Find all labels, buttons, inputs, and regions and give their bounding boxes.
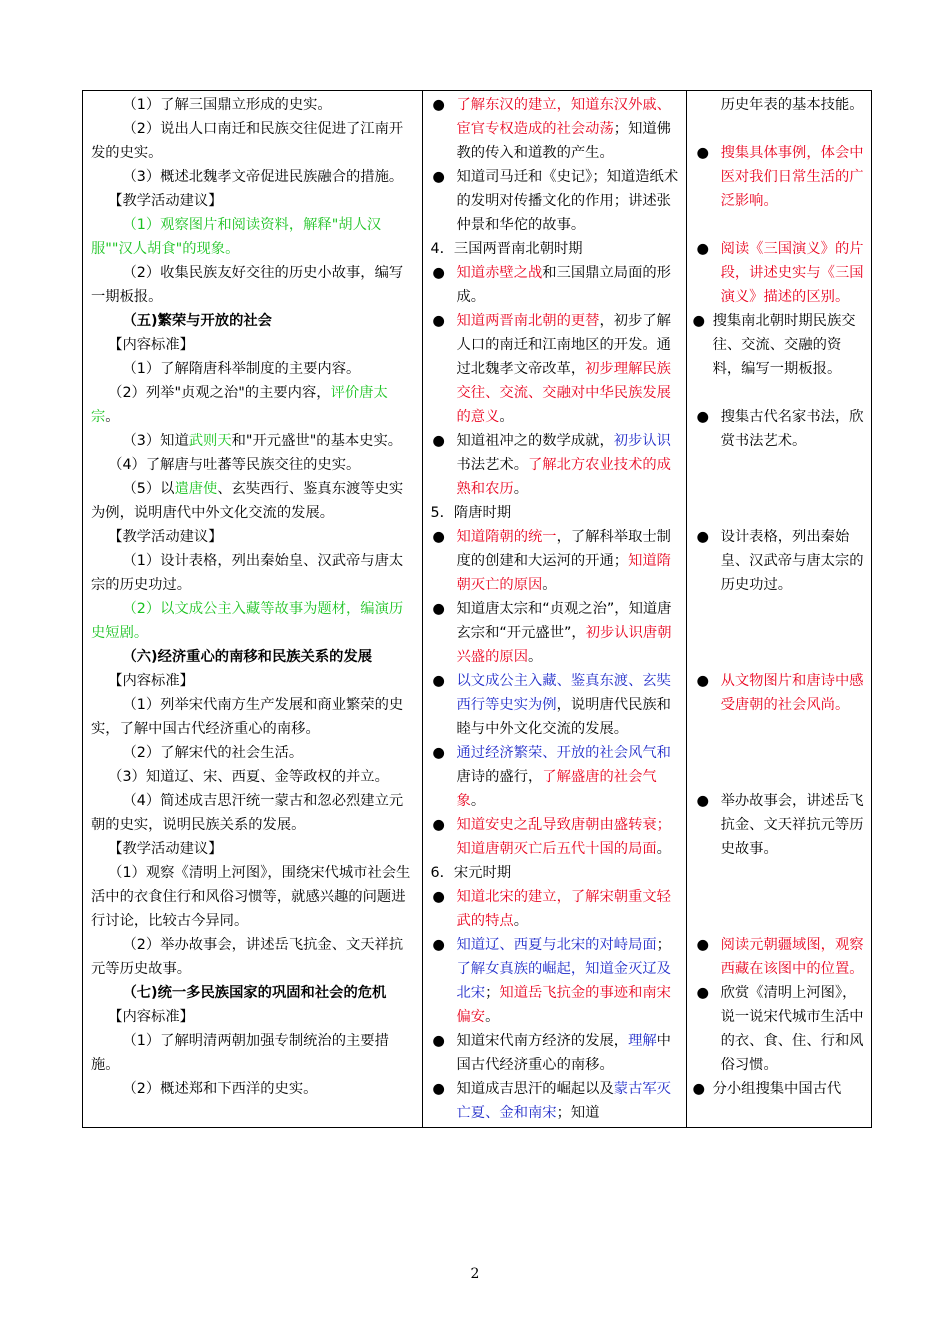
bullet-icon: ● — [432, 313, 445, 329]
section-subheading: 【教学活动建议】 — [108, 841, 223, 857]
list-item: ● 知道宋代南方经济的发展，理解中国古代经济重心的南移。 — [431, 1029, 680, 1077]
list-item: ● 知道安史之乱导致唐朝由盛转衰；知道唐朝灭亡后五代十国的局面。 — [431, 813, 680, 861]
standard-item: （2）说出人口南迁和民族交往促进了江南开发的史实。 — [91, 121, 404, 161]
bullet-icon: ● — [696, 409, 710, 425]
bullet-icon: ● — [696, 241, 710, 257]
bullet-icon: ● — [432, 1033, 445, 1049]
list-item: ● 了解东汉的建立，知道东汉外戚、宦官专权造成的社会动荡；知道佛教的传入和道教的产生。 — [431, 93, 680, 165]
section-subheading: 【内容标准】 — [108, 673, 194, 689]
content-standards-column — [83, 91, 423, 1128]
list-item: ● 从文物图片和唐诗中感受唐朝的社会风尚。 — [695, 669, 865, 717]
section-heading: （五)繁荣与开放的社会 — [122, 313, 272, 329]
bullet-icon: ● — [432, 169, 445, 185]
section-subheading: 【教学活动建议】 — [108, 529, 223, 545]
standard-item: （1）了解三国鼎立形成的史实。 — [122, 97, 332, 113]
bullet-icon: ● — [432, 745, 445, 761]
section-subheading: 【教学活动建议】 — [108, 193, 223, 209]
standard-item: （3）知道武则天和"开元盛世"的基本史实。 — [122, 433, 403, 449]
bullet-icon: ● — [432, 889, 445, 905]
table-row — [83, 91, 872, 1128]
list-item: ● 搜集具体事例，体会中医对我们日常生活的广泛影响。 — [695, 141, 865, 213]
bullet-icon: ● — [696, 145, 710, 161]
list-item: ● 分小组搜集中国古代 — [695, 1077, 865, 1101]
activity-item: （2）以文成公主入藏等故事为题材，编演历史短剧。 — [91, 601, 404, 641]
list-item: ● 举办故事会，讲述岳飞抗金、文天祥抗元等历史故事。 — [695, 789, 865, 861]
activity-item: （1）观察《清明上河图》，围绕宋代城市社会生活中的衣食住行和风俗习惯等，就感兴趣的问题进行讨论，比较古今异同。 — [91, 865, 411, 929]
period-heading: 5．隋唐时期 — [430, 505, 512, 521]
section-subheading: 【内容标准】 — [108, 337, 194, 353]
list-item: ● 阅读元朝疆域图，观察西藏在该图中的位置。 — [695, 933, 865, 981]
standard-item: （3）概述北魏孝文帝促进民族融合的措施。 — [122, 169, 404, 185]
list-item: ● 知道司马迁和《史记》；知道造纸术的发明对传播文化的作用；讲述张仲景和华佗的故事。 — [431, 165, 680, 237]
section-heading: （七)统一多民族国家的巩固和社会的危机 — [122, 985, 387, 1001]
bullet-icon: ● — [432, 97, 445, 113]
list-item: ● 以文成公主入藏、鉴真东渡、玄奘西行等史实为例，说明唐代民族和睦与中外文化交流的发展。 — [431, 669, 680, 741]
standard-item: （1）列举宋代南方生产发展和商业繁荣的史实，了解中国古代经济重心的南移。 — [91, 697, 404, 737]
bullet-icon: ● — [432, 937, 445, 953]
list-item: 历史年表的基本技能。 — [720, 97, 864, 113]
list-item: ● 设计表格，列出秦始皇、汉武帝与唐太宗的历史功过。 — [695, 525, 865, 597]
bullet-icon: ● — [432, 265, 445, 281]
list-item: ● 搜集南北朝时期民族交往、交流、交融的资料，编写一期板报。 — [695, 309, 865, 381]
bullet-icon: ● — [432, 817, 445, 833]
activity-suggestions-column — [686, 91, 871, 1128]
list-item: ● 阅读《三国演义》的片段，讲述史实与《三国演义》描述的区别。 — [695, 237, 865, 309]
list-item: ● 知道两晋南北朝的更替，初步了解人口的南迁和江南地区的开发。通过北魏孝文帝改革，初步理解民族交往、交流、交融对中华民族发展的意义。 — [431, 309, 680, 429]
period-heading: 4．三国两晋南北朝时期 — [430, 241, 583, 257]
standard-item: （5）以遣唐使、玄奘西行、鉴真东渡等史实为例，说明唐代中外文化交流的发展。 — [91, 481, 404, 521]
list-item: ● 知道辽、西夏与北宋的对峙局面；了解女真族的崛起，知道金灭辽及北宋；知道岳飞抗金的事迹和南宋偏安。 — [431, 933, 680, 1029]
standard-item: （2）概述郑和下西洋的史实。 — [122, 1081, 318, 1097]
bullet-icon: ● — [696, 985, 710, 1001]
bullet-icon: ● — [432, 1081, 445, 1097]
bullet-icon: ● — [692, 313, 706, 329]
learning-requirements-column — [422, 91, 686, 1128]
bullet-icon: ● — [432, 529, 445, 545]
standard-item: （3）知道辽、宋、西夏、金等政权的并立。 — [108, 769, 389, 785]
list-item: ● 知道祖冲之的数学成就，初步认识书法艺术。了解北方农业技术的成熟和农历。 — [431, 429, 680, 501]
bullet-icon: ● — [696, 529, 710, 545]
standard-item: （4）了解唐与吐蕃等民族交往的史实。 — [108, 457, 361, 473]
list-item: ● 知道唐太宗和“贞观之治”，知道唐玄宗和“开元盛世”，初步认识唐朝兴盛的原因。 — [431, 597, 680, 669]
activity-item: （1）设计表格，列出秦始皇、汉武帝与唐太宗的历史功过。 — [91, 553, 404, 593]
page-number: 2 — [470, 1266, 480, 1282]
period-heading: 6．宋元时期 — [430, 865, 512, 881]
standard-item: （2）列举"贞观之治"的主要内容，评价唐太宗。 — [91, 385, 388, 425]
section-heading: （六)经济重心的南移和民族关系的发展 — [122, 649, 373, 665]
section-subheading: 【内容标准】 — [108, 1009, 194, 1025]
bullet-icon: ● — [696, 793, 710, 809]
activity-item: （1）观察图片和阅读资料，解释"胡人汉服""汉人胡食"的现象。 — [91, 217, 382, 257]
standard-item: （4）简述成吉思汗统一蒙古和忽必烈建立元朝的史实，说明民族关系的发展。 — [91, 793, 404, 833]
standard-item: （2）了解宋代的社会生活。 — [122, 745, 304, 761]
bullet-icon: ● — [696, 673, 710, 689]
list-item: ● 知道隋朝的统一，了解科举取士制度的创建和大运河的开通；知道隋朝灭亡的原因。 — [431, 525, 680, 597]
bullet-icon: ● — [432, 673, 445, 689]
bullet-icon: ● — [696, 937, 710, 953]
activity-item: （2）举办故事会，讲述岳飞抗金、文天祥抗元等历史故事。 — [91, 937, 404, 977]
curriculum-table — [82, 90, 872, 1128]
bullet-icon: ● — [692, 1081, 706, 1097]
list-item: ● 知道赤壁之战和三国鼎立局面的形成。 — [431, 261, 680, 309]
list-item: ● 知道北宋的建立，了解宋朝重文轻武的特点。 — [431, 885, 680, 933]
list-item: ● 欣赏《清明上河图》，说一说宋代城市生活中的衣、食、住、行和风俗习惯。 — [695, 981, 865, 1077]
activity-item: （2）收集民族友好交往的历史小故事，编写一期板报。 — [91, 265, 404, 305]
standard-item: （1）了解明清两朝加强专制统治的主要措施。 — [91, 1033, 389, 1073]
bullet-icon: ● — [432, 433, 445, 449]
list-item: ● 搜集古代名家书法，欣赏书法艺术。 — [695, 405, 865, 453]
highlight-text: 遣唐使 — [174, 481, 218, 497]
standard-item: （1）了解隋唐科举制度的主要内容。 — [122, 361, 361, 377]
bullet-icon: ● — [432, 601, 445, 617]
highlight-text: 武则天 — [188, 433, 232, 449]
highlight-text: 评价唐太宗 — [91, 385, 388, 425]
list-item: ● 知道成吉思汗的崛起以及蒙古军灭亡夏、金和南宋；知道 — [431, 1077, 680, 1125]
list-item: ● 通过经济繁荣、开放的社会风气和唐诗的盛行，了解盛唐的社会气象。 — [431, 741, 680, 813]
